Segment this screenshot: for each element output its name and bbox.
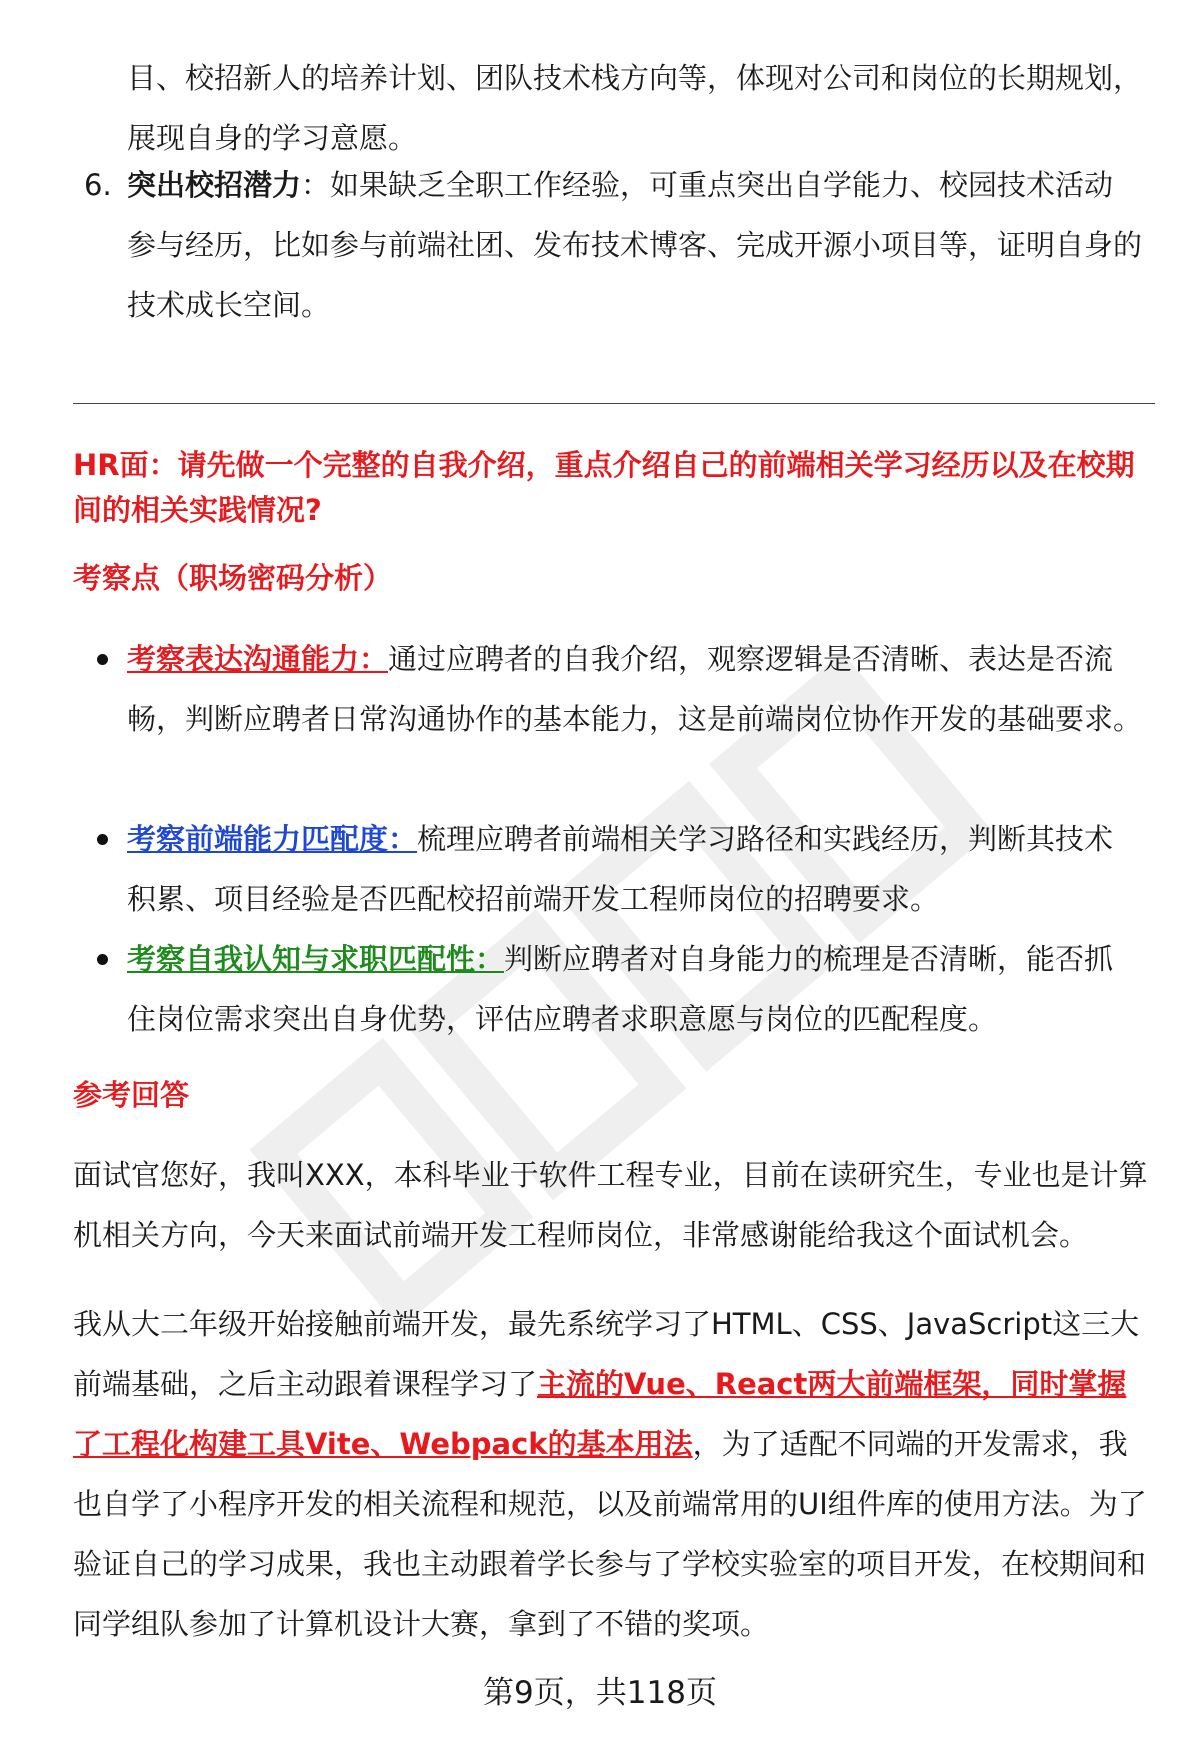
assessment-item-3 [127, 929, 1142, 1049]
reference-paragraph-1: 面试官您好，我叫XXX，本科毕业于软件工程专业，目前在读研究生，专业也是计算机相关方向，今天来面试前端开发工程师岗位，非常感谢能给我这个面试机会。 [73, 1158, 1148, 1252]
assessment-item-1-text: 通过应聘者的自我介绍，观察逻辑是否清晰、表达是否流畅，判断应聘者日常沟通协作的基本能力，这是前端岗位协作开发的基础要求。 [127, 642, 1143, 736]
reference-heading: 参考回答 [73, 1078, 190, 1112]
assessment-item-2-text: 梳理应聘者前端相关学习路径和实践经历，判断其技术积累、项目经验是否匹配校招前端开发工程师岗位的招聘要求。 [127, 822, 1114, 916]
reference-paragraph-2-rest: ，为了适配不同端的开发需求，我也自学了小程序开发的相关流程和规范，以及前端常用的UI组件库的使用方法。为了验证自己的学习成果，我也主动跟着学长参与了学校实验室的项目开发，在校期间和同学组队参加了计算机设计大赛，拿到了不错的奖项。 [73, 1427, 1147, 1641]
assessment-heading: 考察点（职场密码分析） [73, 561, 393, 595]
bullet-dot [97, 834, 108, 845]
reference-paragraph-2-intro: 我从大二年级开始接触前端开发，最先系统学习了HTML、CSS、JavaScript这三大前端基础，之后主动跟着课程学习了 [73, 1307, 1140, 1401]
assessment-item-3-label: 考察自我认知与求职匹配性： [127, 942, 505, 976]
item-6-paragraph [127, 155, 1142, 335]
reference-highlight: 主流的Vue、React两大前端框架，同时掌握了工程化构建工具Vite、Webpack的基本用法 [73, 1367, 1127, 1461]
assessment-item-2-label: 考察前端能力匹配度： [127, 822, 418, 856]
assessment-item-1 [127, 629, 1142, 749]
item-6-number: 6. [84, 168, 112, 202]
bullet-dot [97, 654, 108, 665]
item-6-label: 突出校招潜力 [127, 168, 302, 202]
hr-question: HR面：请先做一个完整的自我介绍，重点介绍自己的前端相关学习经历以及在校期间的相关实践情况? [73, 448, 1135, 527]
assessment-item-3-text: 判断应聘者对自身能力的梳理是否清晰，能否抓住岗位需求突出自身优势，评估应聘者求职意愿与岗位的匹配程度。 [127, 942, 1114, 1036]
item-6-text: ：如果缺乏全职工作经验，可重点突出自学能力、校园技术活动参与经历，比如参与前端社团、发布技术博客、完成开源小项目等，证明自身的技术成长空间。 [127, 168, 1143, 322]
reference-paragraph-2 [73, 1294, 1155, 1654]
assessment-item-2 [127, 809, 1142, 929]
bullet-dot [97, 954, 108, 965]
intro-continuation-text: 目、校招新人的培养计划、团队技术栈方向等，体现对公司和岗位的长期规划，展现自身的学习意愿。 [127, 61, 1143, 155]
assessment-item-1-label: 考察表达沟通能力： [127, 642, 389, 676]
page-number-footer: 第9页，共118页 [483, 1675, 717, 1711]
section-divider [73, 403, 1155, 404]
